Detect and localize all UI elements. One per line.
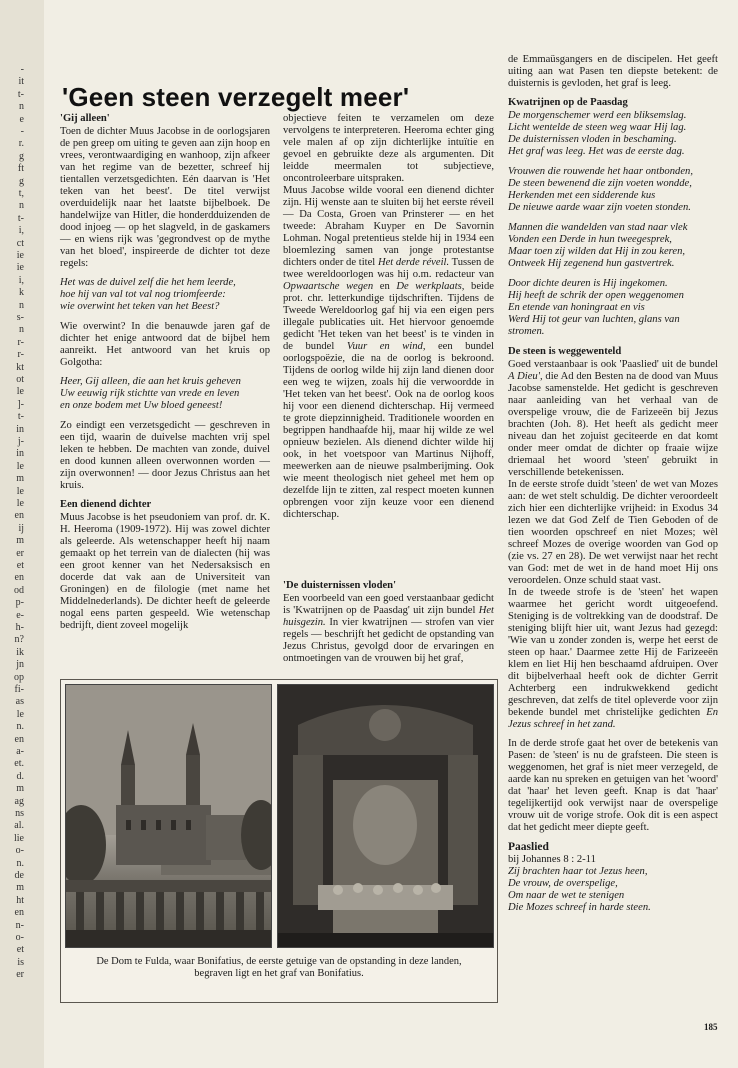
subheading-kwatrijnen: Kwatrijnen op de Paasdag (508, 97, 628, 108)
margin-fragment: jn (16, 659, 24, 671)
margin-fragment: p- (15, 597, 24, 609)
paragraph: Wie overwint? In die benauwde jaren gaf de dichter het enige antwoord dat de bijbel hem aanreikt. Het antwoord van het kruis op Golgotha: (60, 321, 270, 368)
poem-stanza: De morgenschemer werd een bliksemslag. Licht wentelde de steen weg waar Hij lag. De duisternissen vloden in beschaming. Het graf was leeg. Het was de eerste dag. (508, 110, 687, 157)
margin-fragment: e (19, 113, 24, 125)
margin-fragment: ]- (17, 398, 24, 410)
subheading-dienend-dichter: Een dienend dichter (60, 499, 152, 510)
margin-fragment: ct (16, 237, 24, 249)
page-number: 185 (704, 1022, 718, 1032)
paragraph: objectieve feiten te verzamelen om deze vervolgens te interpreteren. Heeroma echter ging vele malen af op zijn dichterlijke intuïtie en gevoel en gebruikte deze als argumenten. Dit leidde meermalen tot subjectieve, oncontroleerbare uitspraken. (283, 113, 494, 184)
margin-fragment: ij (18, 522, 24, 534)
margin-fragment: o- (15, 845, 24, 857)
margin-fragment: n (19, 299, 24, 311)
previous-page-margin (0, 0, 45, 1068)
margin-fragment: n (19, 324, 24, 336)
margin-fragment: - (20, 64, 24, 75)
margin-fragment: ik (16, 646, 24, 658)
margin-fragment: er (16, 547, 24, 559)
margin-fragment: en (14, 510, 24, 522)
margin-fragment: d. (16, 770, 24, 782)
column-2-bottom (283, 580, 494, 672)
paragraph: Zo eindigt een verzetsgedicht — geschreven in een tijd, waarin de duivelse machten vrij spel leken te hebben. De machten van zonde, duivel en dood kunnen alleen overwonnen worden — zijn overwonnen! — door Jezus Christus aan het kruis. (60, 420, 270, 491)
margin-fragment: ht (16, 894, 24, 906)
column-2 (283, 113, 494, 528)
cathedral-illustration (66, 685, 271, 947)
margin-fragment: le (16, 386, 24, 398)
paragraph: de Emmaüsgangers en de discipelen. Het geeft uiting aan wat Pasen ten diepste betekent: de duisternis is gevloden, het graf is leeg. (508, 54, 718, 89)
poem-stanza: Door dichte deuren is Hij ingekomen. Hij heeft de schrik der open weggenomen En etende van honingraat en vis Werd Hij tot geur van luchten, glans van stromen. (508, 278, 684, 337)
paragraph: Muus Jacobse is het pseudoniem van prof. dr. K. H. Heeroma (1909-1972). Hij was zowel dichter als geleerde. Als wetenschapper heeft hij naam gemaakt op het terrein van de dialecten (hij was een groot kenner van het Nedersaksisch en docerde dat vak aan de Universiteit van Groningen) en de filologie (met name het Middelnederlands). De dichter heeft de geleerde nogal eens parten gespeeld. Wie wetenschap bedrijft, dient zoveel mogelijk (60, 512, 270, 631)
margin-fragment: m (16, 783, 24, 795)
subheading-steen-weggewenteld: De steen is weggewenteld (508, 346, 622, 357)
margin-fragment: le (16, 460, 24, 472)
margin-fragment: n- (15, 919, 24, 931)
margin-fragment: i, (18, 274, 24, 286)
margin-fragment: m (16, 535, 24, 547)
margin-fragment: al. (14, 820, 24, 832)
margin-fragment: - (20, 126, 24, 137)
margin-fragment: en (14, 733, 24, 745)
margin-fragment: r. (18, 138, 24, 150)
article-title: 'Geen steen verzegelt meer' (62, 82, 410, 112)
verse-quote-1: Het was de duivel zelf die het hem leerde, hoe hij van val tot val nog triomfeerde: wie overwint het teken van het Beest? (60, 277, 236, 312)
margin-fragment: ie (16, 262, 24, 274)
tomb-illustration (278, 685, 493, 947)
margin-fragment: as (15, 696, 24, 708)
margin-fragment: in (16, 423, 24, 435)
margin-fragment: et. (14, 758, 24, 770)
margin-fragment: t- (17, 212, 24, 224)
margin-fragment: j- (17, 436, 24, 447)
margin-fragment: e- (16, 609, 24, 621)
bonifatius-tomb-photo (277, 684, 494, 948)
subheading-gij-alleen: 'Gij alleen' (60, 113, 110, 124)
margin-fragment: en (14, 907, 24, 919)
margin-fragment: en (14, 572, 24, 584)
paragraph: Goed verstaanbaar is ook 'Paaslied' uit de bundel A Dieu', die Ad den Besten na de dood van Muus Jacobse samenstelde. Het gedicht is geschreven naar aanleiding van het verhaal van de overspelige vrouw, die de Farizeeën bij Jezus brachten (Joh. 8). Het heeft als gedicht meer niveau dan het zojuist geciteerde en dat komt onder meer omdat de dichter op fraaie wijze driemaal het woord 'steen' gebruikt in verschillende betekenissen. (508, 359, 719, 478)
poem-stanza: Vrouwen die rouwende het haar ontbonden, De steen bewenend die zijn voeten wondde, Herkenden met een sidderende kus De nieuwe aarde waar zijn voeten stonden. (508, 166, 693, 213)
paragraph: In de eerste strofe duidt 'steen' de wet van Mozes aan: de wet stelt schuldig. De dichter veroordeelt zich hier een dichterlijke vrijheid: in Exodus 34 lezen we dat God Zelf de Tien Geboden of de tien woorden opschreef en niet Mozes; wèl schreef Mozes de overige woorden van God op (zie vs. 27 en 28). De wet verwijst naar het recht van God: met de wet in de hand moet Hij ons veroordelen. Onze schuld staat vast. (508, 479, 718, 586)
subheading-paaslied: Paaslied (508, 841, 549, 853)
margin-fragment: m (16, 473, 24, 485)
margin-fragment: lie (14, 832, 24, 844)
paragraph: Toen de dichter Muus Jacobse in de oorlogsjaren de pen greep om uiting te geven aan zijn hoop en vrees, verontwaardiging en wanhoop, zijn afkeer van het regime van de bezetter, schreef hij tientallen verzetsgedichten. Eén daarvan is 'Het teken van het beest'. De titel verwijst overduidelijk naar het laatste bijbelboek. De handelwijze van Hitler, die honderdduizenden de dood injoeg — op het slagveld, in de gaskamers — en wiens rijk was 'gegrondvest op de mythe van het bloed', inspireerde de dichter tot deze regels: (60, 126, 270, 269)
margin-fragment: t, (18, 188, 24, 199)
paragraph: Een voorbeeld van een goed verstaanbaar gedicht is 'Kwatrijnen op de Paasdag' uit zijn bundel Het huisgezin. In vier kwatrijnen — strofen van vier regels — beschrijft het gedicht de opstanding van Jezus Christus, gevolgd door de ervaringen en ontmoetingen van de vrouwen bij het graf, (283, 593, 494, 664)
margin-fragment: ie (16, 250, 24, 261)
margin-fragment: r- (17, 336, 24, 348)
fulda-cathedral-photo (65, 684, 272, 948)
margin-fragment: de (14, 870, 24, 881)
margin-fragment: ot (16, 374, 24, 385)
paragraph: Muus Jacobse wilde vooral een dienend dichter zijn. Hij wenste aan te sluiten bij het eerste réveil — Da Costa, Groen van Prinsterer — en het tweede: Abraham Kuyper en De Savornin Lohman. Nogal pretentieus stelde hij in 1934 een bloemlezing samen van jonge protestantse dichters onder de titel Het derde réveil. Tussen de twee wereldoorlogen was hij o.m. redacteur van Opwaartsche wegen en De werkplaats, beide prot. chr. letterkundige tijdschriften. Tijdens de Tweede Wereldoorlog gaf hij via een eigen pers illegale publicaties uit. Het hiervoor genoemde gedicht 'Het teken van het beest' is te vinden in de bundel Vuur en wind, een bundel oorlogspoëzie, die na de oorlog is bekroond. Tijdens de oorlog wilde hij zijn land dienen door een weg te wijzen, zoals hij die verwoordde in 'Het teken van het beest'. Ook na de oorlog koos hij voor een dienend dichterschap. Hij vermeed te grote diepzinnigheid. Traditionele woorden en begrippen handhaafde hij, maar hij wilde ze wel opnieuw bezielen. Als dienend dichter wilde hij ook, in het voetspoor van Martinus Nijhoff, meewerken aan de nieuwe psalmberijming. Ook wie meent theologisch niet geheel met hem op dezelfde lijn te zitten, zal respect moeten kunnen opbrengen voor zijn keuze voor een dienend dichterschap. (283, 185, 494, 520)
verse-quote-2: Heer, Gij alleen, die aan het kruis geheven Uw eeuwig rijk stichtte van vrede en leven en onze bodem met Uw bloed geneest! (60, 376, 241, 411)
margin-fragment: n (19, 101, 24, 113)
margin-fragment: o- (15, 932, 24, 943)
margin-fragment: od (14, 584, 24, 596)
column-1 (60, 113, 270, 639)
margin-fragment: n. (16, 721, 24, 733)
paragraph: In de tweede strofe is de 'steen' het wapen waarmee het gericht wordt uitgeoefend. Steniging is de voltrekking van de doodstraf. De steniging blijft hier uit, want Jezus had gezegd: 'Wie van u zonder zonden is, werpe het eerst de steen op haar.' Daarmee zette Hij de Farizeeën klem en liet Hij hen beschaamd afdruipen. Over dit bijbelverhaal heeft ook de dichter Gerrit Achterberg een indrukwekkend gedicht geschreven, dat zelfs de titel opleverde voor zijn bekende bundel met christelijke gedichten En Jezus schreef in het zand. (508, 587, 718, 730)
margin-fragment: g (19, 175, 24, 187)
margin-fragment: et (16, 560, 24, 571)
margin-fragment: ns (15, 808, 24, 819)
photo-block (60, 679, 498, 1003)
margin-fragment: le (16, 498, 24, 509)
margin-fragment: fi- (14, 684, 24, 695)
margin-fragment: ag (14, 795, 24, 807)
column-3 (508, 54, 718, 922)
margin-fragment: r- (17, 349, 24, 361)
poem-stanza: Mannen die wandelden van stad naar vlek Vonden een Derde in hun tweegesprek, Maar toen zij wilden dat Hij in zou keren, Ontweek Hij zegenend hun gastvertrek. (508, 222, 688, 269)
margin-fragment: t- (17, 411, 24, 423)
margin-fragment: n (19, 200, 24, 212)
poem-stanza: Zij brachten haar tot Jezus heen, De vrouw, de overspelige, Om naar de wet te stenigen Die Mozes schreef in harde steen. (508, 866, 651, 913)
margin-fragment: in (16, 448, 24, 460)
subheading-duisternissen: 'De duisternissen vloden' (283, 580, 397, 591)
margin-fragment: h- (15, 622, 24, 633)
margin-fragment: n? (14, 634, 24, 646)
margin-fragment: is (17, 956, 24, 968)
margin-fragment: k (19, 287, 24, 299)
margin-fragment: a- (16, 746, 24, 757)
margin-fragment: n. (16, 857, 24, 869)
photo-caption: De Dom te Fulda, waar Bonifatius, de eerste getuige van de opstanding in deze landen, begraven ligt en het graf van Bonifatius. (96, 956, 462, 979)
paragraph: In de derde strofe gaat het over de betekenis van Pasen: de 'steen' is nu de grafsteen. Die steen is weggenomen, het graf is niet meer verzegeld, de aarde kan nu spreken en getuigen van het 'woord' dat 'haar' het leven geeft. Knap is dat 'haar' tegelijkertijd ook verwijst naar de overspelige vrouw uit de vorige strofe. Ook dit is een aspect dat het gedicht meer diepte geeft. (508, 738, 718, 833)
margin-fragment: et (16, 944, 24, 956)
margin-fragment: er (16, 969, 24, 981)
bible-reference: bij Johannes 8 : 2-11 (508, 854, 596, 865)
margin-fragment: i, (18, 225, 24, 237)
margin-fragment: le (16, 708, 24, 720)
margin-fragment: kt (16, 361, 24, 373)
margin-fragment: op (14, 671, 24, 683)
margin-fragment: g (19, 150, 24, 162)
margin-fragment: m (16, 882, 24, 894)
margin-fragment: ft (17, 163, 24, 175)
margin-fragment: t- (17, 88, 24, 100)
margin-fragment: le (16, 485, 24, 497)
margin-fragment: s- (16, 312, 24, 323)
margin-fragment: it (18, 76, 24, 88)
